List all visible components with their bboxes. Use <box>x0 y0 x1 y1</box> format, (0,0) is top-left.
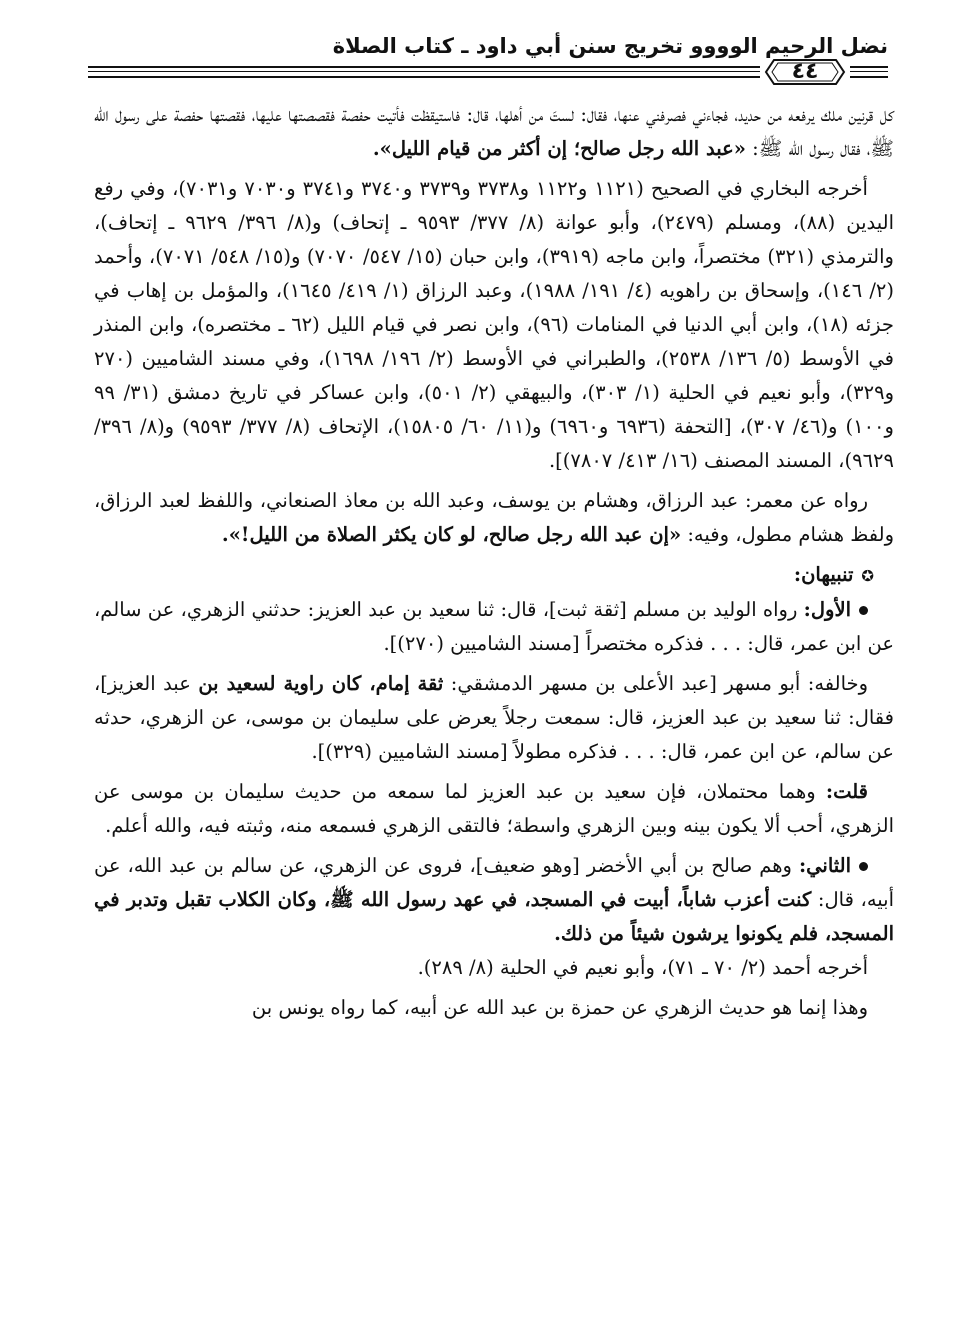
page-body <box>94 98 894 1031</box>
notes-heading-line <box>94 558 894 593</box>
prophet-saying: «عبد الله رجل صالح؛ إن أكثر من قيام الليل». <box>372 137 746 160</box>
notes-heading: تنبيهان: <box>793 563 854 586</box>
hisham-wording: «إن عبد الله رجل صالح، لو كان يكثر الصلاة من الليل!». <box>221 523 682 546</box>
header-rule-bottom <box>88 76 760 78</box>
narrators-text: رواه عن معمر: عبد الرزاق، وهشام بن يوسف، وعبد الله بن معاذ الصنعاني، واللفظ لعبد الرزاق، ولفظ هشام مطول، وفيه: <box>94 489 894 546</box>
page-number: ٤٤ <box>791 59 819 84</box>
running-title: نضل الرحيم الوووو تخريج سنن أبي داود ـ كتاب الصلاة <box>332 34 888 58</box>
abu-mushir-grade: ثقة إمام، كان راوية لسعيد بن <box>198 671 444 695</box>
page-number-frame <box>764 58 846 86</box>
paragraph-second-note <box>94 849 894 951</box>
qultu-label: قلت: <box>825 779 868 803</box>
paragraph-takhrij <box>94 172 894 478</box>
paragraph-narrators <box>94 484 894 552</box>
paragraph-first-note <box>94 593 894 661</box>
conclusion-text: وهذا إنما هو حديث الزهري عن حمزة بن عبد الله عن أبيه، كما رواه يونس بن <box>251 995 868 1019</box>
bullet-icon <box>859 862 868 871</box>
paragraph-conclusion <box>94 991 894 1025</box>
hadith-text: كل قرنين ملك يرفعه من حديد، فجاءني فصرفني عنها، فقال: لستَ من أهلها، قال: فاستيقظت فأتيت حفصة فقصصتها عليها، فقصتها حفصة على رسول الله ﷺ، فقال رسول الله ﷺ: <box>94 103 894 160</box>
paragraph-qultu <box>94 775 894 843</box>
takhrij-text: أخرجه البخاري في الصحيح (١١٢١ و١١٢٢ و٣٧٣٨ و٣٧٣٩ و٣٧٤٠ و٣٧٤١ و٧٠٣٠ و٧٠٣١)، وفي رفع اليدين (٨٨)، ومسلم (٢٤٧٩)، وأبو عوانة (٨/ ٣٧٧/ ٩٥٩٣ ـ إتحاف) و(٨/ ٣٩٦/ ٩٦٢٩ ـ إتحاف)، والترمذي (٣٢١) مختصراً، وابن ماجه (٣٩١٩)، وابن حبان (١٥/ ٥٤٧/ ٧٠٧٠) و(١٥/ ٥٤٨/ ٧٠٧١)، وأحمد (٢/ ١٤٦)، وإسحاق بن راهويه (٤/ ١٩١/ ١٩٨٨)، وعبد الرزاق (١/ ٤١٩/ ١٦٤٥)، والمؤمل بن إهاب في جزئه (١٨)، وابن أبي الدنيا في المنامات (٩٦)، وابن نصر في قيام الليل (٦٢ ـ مختصره)، وابن المنذر في الأوسط (٥/ ١٣٦/ ٢٥٣٨)، والطبراني في الأوسط (٢/ ١٩٦/ ١٦٩٨)، وفي مسند الشاميين (٢٧٠ و٣٢٩)، وأبو نعيم في الحلية (١/ ٣٠٣)، والبيهقي (٢/ ٥٠١)، وابن عساكر في تاريخ دمشق (٣١/ ٩٩ و١٠٠) و(٤٦/ ٣٠٧)، [التحفة (٦٩٣٦ و٦٩٦٠) و(١١/ ٦٠/ ١٥٨٠٥)، الإتحاف (٨/ ٣٧٧/ ٩٥٩٣) و(٨/ ٣٩٦/ ٩٦٢٩)، المسند المصنف (١٦/ ٤١٣/ ٧٨٠٧)]. <box>94 177 895 472</box>
star-bullet-icon: ✪ <box>861 566 874 585</box>
qultu-text: وهما محتملان، فإن سعيد بن عبد العزيز لما سمعه من حديث سليمان بن موسى عن الزهري، أحب ألا يكون بينه وبين الزهري واسطة؛ فالتقى الزهري فسمعه منه، وثبته فيه، والله أعلم. <box>94 779 894 837</box>
header-rule-right-bottom <box>850 76 888 78</box>
header-rule-right-top <box>850 66 888 68</box>
paragraph-hadith-text <box>94 98 894 166</box>
header-rule-top <box>88 66 760 68</box>
paragraph-ahmad-takhrij <box>94 951 894 985</box>
abu-mushir-text-a: وخالفه: أبو مسهر [عبد الأعلى بن مسهر الدمشقي: <box>450 671 868 695</box>
second-note-text: وهم صالح بن أبي الأخضر [وهو ضعيف]، فروى عن الزهري، عن سالم بن عبد الله، عن أبيه، قال: <box>94 853 895 911</box>
second-note-quote: كنت أعزب شاباً، أبيت في المسجد، في عهد رسول الله ﷺ، وكان الكلاب تقبل وتدبر في المسجد، فلم يكونوا يرشون شيئاً من ذلك. <box>94 887 894 945</box>
second-note-label: الثاني: <box>798 853 852 877</box>
bullet-icon <box>859 606 868 615</box>
page-header <box>88 22 888 58</box>
header-rule-right-middle <box>850 71 888 72</box>
header-rule-middle <box>88 71 760 72</box>
ahmad-takhrij-text: أخرجه أحمد (٢/ ٧٠ ـ ٧١)، وأبو نعيم في الحلية (٨/ ٢٨٩). <box>417 955 868 979</box>
abu-mushir-text-c: عبد العزيز]، فقال: ثنا سعيد بن عبد العزيز، قال: سمعت رجلاً يعرض على سليمان بن موسى، عن الزهري، حدثه عن سالم، عن ابن عمر، قال: . . . فذكره مطولاً [مسند الشاميين (٣٢٩)]. <box>94 671 894 763</box>
first-note-label: الأول: <box>803 597 851 621</box>
first-note-text: رواه الوليد بن مسلم [ثقة ثبت]، قال: ثنا سعيد بن عبد العزيز: حدثني الزهري، عن سالم، عن ابن عمر، قال: . . . فذكره مختصراً [مسند الشاميين (٢٧٠)]. <box>94 597 894 655</box>
header-rule <box>88 58 888 88</box>
paragraph-abu-mushir <box>94 667 894 769</box>
